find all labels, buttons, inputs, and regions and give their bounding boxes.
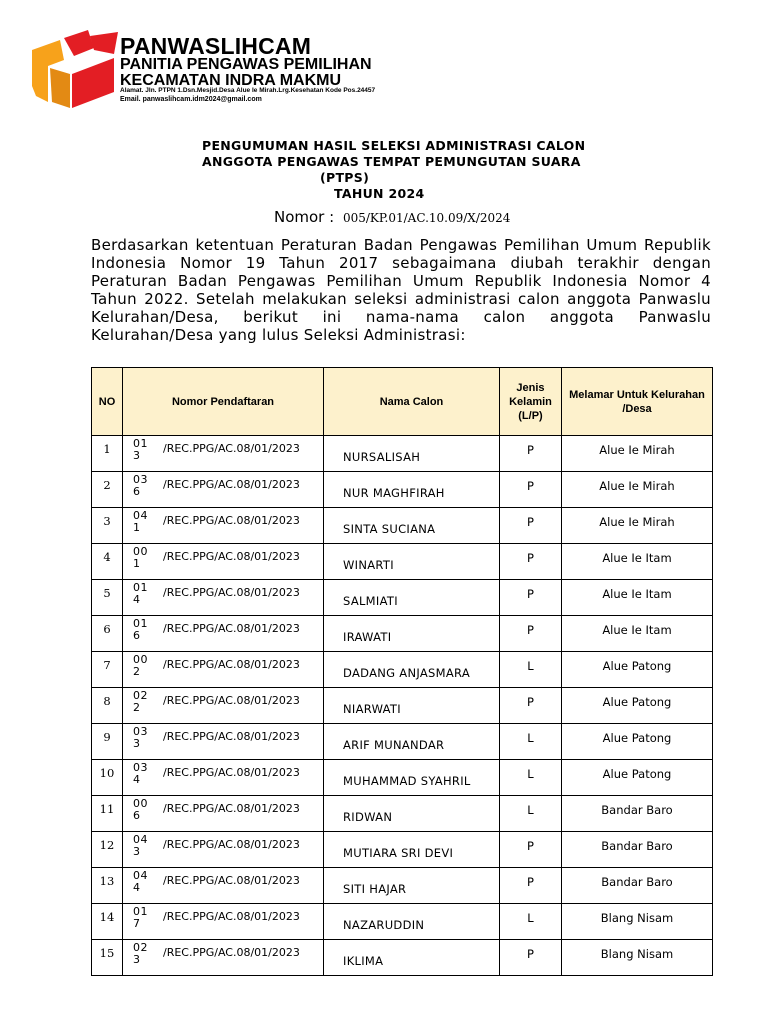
- cell-no: 15: [92, 940, 123, 976]
- cell-nama-calon: NAZARUDDIN: [324, 904, 500, 940]
- cell-jenis-kelamin: P: [500, 868, 562, 904]
- table-row: [92, 940, 713, 976]
- registration-suffix: /REC.PPG/AC.08/01/2023: [163, 946, 300, 959]
- cell-nomor-pendaftaran: [123, 544, 324, 580]
- registration-prefix: 02 3: [133, 941, 148, 966]
- registration-prefix: 01 7: [133, 905, 148, 930]
- cell-kelurahan-desa: Alue Ie Itam: [562, 544, 713, 580]
- registration-prefix: 04 1: [133, 509, 148, 534]
- registration-prefix: 00 1: [133, 545, 148, 570]
- table-row: [92, 436, 713, 472]
- cell-jenis-kelamin: P: [500, 688, 562, 724]
- cell-no: 6: [92, 616, 123, 652]
- cell-nomor-pendaftaran: [123, 616, 324, 652]
- cell-kelurahan-desa: Bandar Baro: [562, 832, 713, 868]
- cell-jenis-kelamin: P: [500, 580, 562, 616]
- cell-kelurahan-desa: Blang Nisam: [562, 940, 713, 976]
- cell-nama-calon: SINTA SUCIANA: [324, 508, 500, 544]
- table-row: [92, 652, 713, 688]
- table-row: [92, 544, 713, 580]
- title-line-4: TAHUN 2024: [334, 186, 425, 201]
- header-nama-calon: Nama Calon: [324, 368, 500, 436]
- registration-prefix: 00 2: [133, 653, 148, 678]
- cell-nama-calon: RIDWAN: [324, 796, 500, 832]
- registration-prefix: 04 4: [133, 869, 148, 894]
- cell-nama-calon: DADANG ANJASMARA: [324, 652, 500, 688]
- cell-kelurahan-desa: Alue Ie Mirah: [562, 472, 713, 508]
- cell-jenis-kelamin: L: [500, 796, 562, 832]
- document-number: [274, 208, 510, 226]
- org-subtitle-1: PANITIA PENGAWAS PEMILIHAN: [120, 56, 372, 73]
- logo-red-top: [64, 30, 94, 56]
- cell-nama-calon: NIARWATI: [324, 688, 500, 724]
- table-row: [92, 904, 713, 940]
- registration-suffix: /REC.PPG/AC.08/01/2023: [163, 838, 300, 851]
- cell-nama-calon: MUHAMMAD SYAHRIL: [324, 760, 500, 796]
- cell-no: 5: [92, 580, 123, 616]
- title-line-1: PENGUMUMAN HASIL SELEKSI ADMINISTRASI CALON: [202, 138, 586, 153]
- cell-jenis-kelamin: P: [500, 616, 562, 652]
- registration-suffix: /REC.PPG/AC.08/01/2023: [163, 478, 300, 491]
- cell-nomor-pendaftaran: [123, 472, 324, 508]
- registration-prefix: 03 3: [133, 725, 148, 750]
- cell-no: 8: [92, 688, 123, 724]
- cell-kelurahan-desa: Alue Ie Mirah: [562, 508, 713, 544]
- cell-nama-calon: WINARTI: [324, 544, 500, 580]
- logo-red-right: [72, 58, 114, 108]
- registration-suffix: /REC.PPG/AC.08/01/2023: [163, 802, 300, 815]
- cell-nomor-pendaftaran: [123, 904, 324, 940]
- table-row: [92, 688, 713, 724]
- cell-kelurahan-desa: Alue Ie Mirah: [562, 436, 713, 472]
- registration-suffix: /REC.PPG/AC.08/01/2023: [163, 694, 300, 707]
- cell-nomor-pendaftaran: [123, 940, 324, 976]
- table-row: [92, 868, 713, 904]
- table-row: [92, 508, 713, 544]
- cell-kelurahan-desa: Blang Nisam: [562, 904, 713, 940]
- cell-no: 10: [92, 760, 123, 796]
- header-no: NO: [92, 368, 123, 436]
- table-row: [92, 580, 713, 616]
- cell-nama-calon: NURSALISAH: [324, 436, 500, 472]
- table-header-row: [92, 368, 713, 436]
- table-row: [92, 472, 713, 508]
- registration-suffix: /REC.PPG/AC.08/01/2023: [163, 766, 300, 779]
- table-row: [92, 724, 713, 760]
- cell-jenis-kelamin: L: [500, 904, 562, 940]
- cell-jenis-kelamin: L: [500, 724, 562, 760]
- registration-prefix: 02 2: [133, 689, 148, 714]
- cell-kelurahan-desa: Alue Patong: [562, 724, 713, 760]
- registration-suffix: /REC.PPG/AC.08/01/2023: [163, 730, 300, 743]
- cell-jenis-kelamin: P: [500, 940, 562, 976]
- registration-suffix: /REC.PPG/AC.08/01/2023: [163, 622, 300, 635]
- cell-no: 3: [92, 508, 123, 544]
- cell-no: 7: [92, 652, 123, 688]
- nomor-label: Nomor :: [274, 208, 335, 226]
- table-row: [92, 796, 713, 832]
- registration-prefix: 03 4: [133, 761, 148, 786]
- cell-jenis-kelamin: P: [500, 508, 562, 544]
- cell-no: 1: [92, 436, 123, 472]
- table-row: [92, 760, 713, 796]
- cell-nama-calon: NUR MAGHFIRAH: [324, 472, 500, 508]
- cell-nomor-pendaftaran: [123, 436, 324, 472]
- cell-jenis-kelamin: P: [500, 832, 562, 868]
- cell-nama-calon: SITI HAJAR: [324, 868, 500, 904]
- header-jenis-kelamin: Jenis Kelamin (L/P): [500, 368, 562, 436]
- cell-kelurahan-desa: Alue Ie Itam: [562, 580, 713, 616]
- cell-kelurahan-desa: Alue Ie Itam: [562, 616, 713, 652]
- registration-suffix: /REC.PPG/AC.08/01/2023: [163, 586, 300, 599]
- nomor-value: 005/KP.01/AC.10.09/X/2024: [342, 211, 511, 225]
- cell-nomor-pendaftaran: [123, 832, 324, 868]
- cell-no: 13: [92, 868, 123, 904]
- cell-jenis-kelamin: P: [500, 544, 562, 580]
- cell-nama-calon: IKLIMA: [324, 940, 500, 976]
- registration-suffix: /REC.PPG/AC.08/01/2023: [163, 658, 300, 671]
- registration-prefix: 01 6: [133, 617, 148, 642]
- cell-nomor-pendaftaran: [123, 508, 324, 544]
- cell-nomor-pendaftaran: [123, 580, 324, 616]
- registration-suffix: /REC.PPG/AC.08/01/2023: [163, 550, 300, 563]
- logo-red-flag: [90, 32, 118, 54]
- cell-kelurahan-desa: Bandar Baro: [562, 868, 713, 904]
- table-body: [92, 436, 713, 976]
- cell-no: 2: [92, 472, 123, 508]
- cell-nama-calon: IRAWATI: [324, 616, 500, 652]
- title-line-3: (PTPS): [320, 170, 370, 185]
- panwaslih-logo-icon: [30, 30, 120, 110]
- registration-prefix: 03 6: [133, 473, 148, 498]
- org-subtitle-2: KECAMATAN INDRA MAKMU: [120, 72, 342, 89]
- logo-orange-bottom: [50, 68, 70, 108]
- cell-nomor-pendaftaran: [123, 868, 324, 904]
- table-row: [92, 616, 713, 652]
- cell-nama-calon: SALMIATI: [324, 580, 500, 616]
- announcement-title: [202, 138, 585, 202]
- registration-suffix: /REC.PPG/AC.08/01/2023: [163, 874, 300, 887]
- cell-jenis-kelamin: P: [500, 436, 562, 472]
- cell-kelurahan-desa: Alue Patong: [562, 688, 713, 724]
- cell-nomor-pendaftaran: [123, 652, 324, 688]
- cell-nama-calon: MUTIARA SRI DEVI: [324, 832, 500, 868]
- registration-suffix: /REC.PPG/AC.08/01/2023: [163, 514, 300, 527]
- registration-prefix: 04 3: [133, 833, 148, 858]
- title-line-2: ANGGOTA PENGAWAS TEMPAT PEMUNGUTAN SUARA: [202, 154, 581, 169]
- cell-jenis-kelamin: P: [500, 472, 562, 508]
- cell-nomor-pendaftaran: [123, 760, 324, 796]
- org-address: Alamat. Jln. PTPN 1.Dsn.Mesjid.Desa Alue Ie Mirah.Lrg.Kesehatan Kode Pos.24457: [120, 87, 376, 94]
- cell-no: 12: [92, 832, 123, 868]
- cell-nomor-pendaftaran: [123, 724, 324, 760]
- cell-no: 14: [92, 904, 123, 940]
- candidate-table: [91, 367, 713, 976]
- registration-suffix: /REC.PPG/AC.08/01/2023: [163, 910, 300, 923]
- intro-paragraph: Berdasarkan ketentuan Peraturan Badan Pengawas Pemilihan Umum Republik Indonesia Nomor 19 Tahun 2017 sebagaimana diubah terakhir dengan Peraturan Badan Pengawas Pemilihan Umum Republik Indonesia Nomor 4 Tahun 2022. Setelah melakukan seleksi administrasi calon anggota Panwaslu Kelurahan/Desa, berikut ini nama-nama calon anggota Panwaslu Kelurahan/Desa yang lulus Seleksi Administrasi:: [91, 236, 711, 344]
- cell-no: 4: [92, 544, 123, 580]
- cell-nama-calon: ARIF MUNANDAR: [324, 724, 500, 760]
- cell-kelurahan-desa: Bandar Baro: [562, 796, 713, 832]
- table-row: [92, 832, 713, 868]
- cell-kelurahan-desa: Alue Patong: [562, 652, 713, 688]
- header-kelurahan-desa: Melamar Untuk Kelurahan /Desa: [562, 368, 713, 436]
- cell-nomor-pendaftaran: [123, 796, 324, 832]
- org-email: Email. panwaslihcam.idm2024@gmail.com: [120, 96, 262, 103]
- org-name: PANWASLIHCAM: [120, 33, 312, 59]
- cell-no: 11: [92, 796, 123, 832]
- cell-jenis-kelamin: L: [500, 760, 562, 796]
- registration-prefix: 01 4: [133, 581, 148, 606]
- registration-prefix: 00 6: [133, 797, 148, 822]
- cell-kelurahan-desa: Alue Patong: [562, 760, 713, 796]
- registration-suffix: /REC.PPG/AC.08/01/2023: [163, 442, 300, 455]
- cell-jenis-kelamin: L: [500, 652, 562, 688]
- header-nomor-pendaftaran: Nomor Pendaftaran: [123, 368, 324, 436]
- cell-nomor-pendaftaran: [123, 688, 324, 724]
- cell-no: 9: [92, 724, 123, 760]
- registration-prefix: 01 3: [133, 437, 148, 462]
